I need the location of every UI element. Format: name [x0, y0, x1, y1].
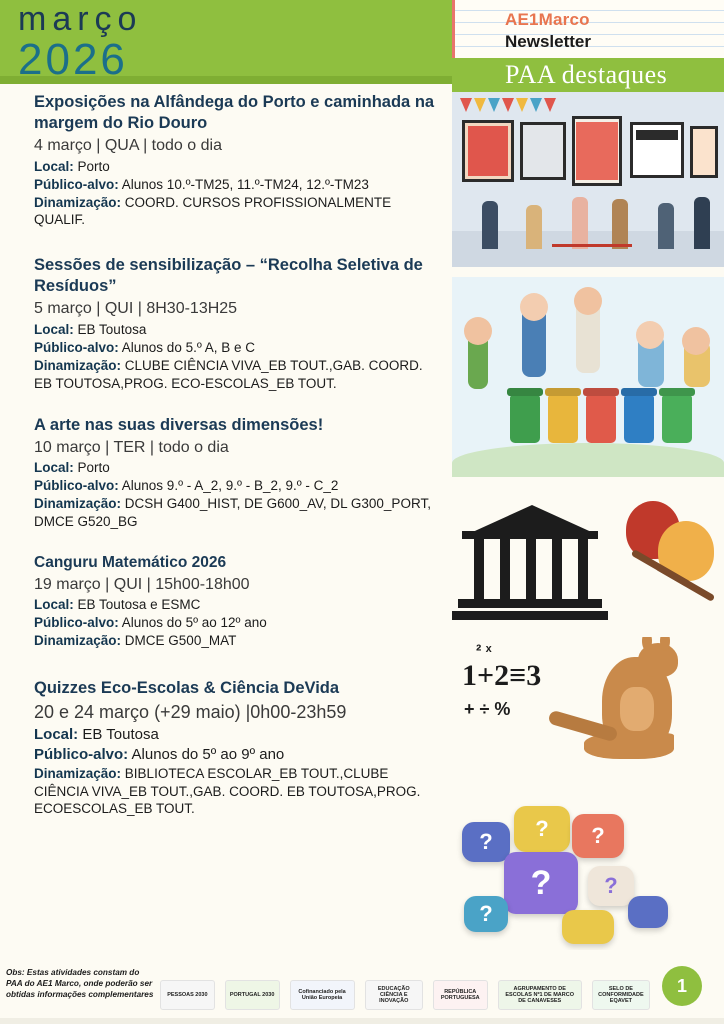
label-local: Local: [34, 726, 79, 744]
event-local-value: Porto [77, 159, 110, 175]
event-publico-value: Alunos do 5º ao 12º ano [121, 615, 267, 631]
event-local-row [34, 158, 442, 176]
event-item [34, 255, 442, 392]
event-item [34, 415, 442, 531]
page-number-badge: 1 [662, 966, 702, 1006]
event-title: Quizzes Eco-Escolas & Ciência DeVida [34, 678, 340, 697]
label-dinamizacao: Dinamização: [34, 496, 122, 512]
event-datetime: 4 março | QUA | todo o dia [34, 137, 222, 155]
logo-eqavet: SELO DE CONFORMIDADE EQAVET [592, 980, 650, 1010]
logo-agrupamento-escolas: AGRUPAMENTO DE ESCOLAS Nº1 DE MARCO DE CANAVESES [498, 980, 582, 1010]
event-dinamizacao-value: DCSH G400_HIST, DE G600_AV, DL G300_PORT, DMCE G520_BG [34, 496, 431, 529]
logo-uniao-europeia: Cofinanciado pela União Europeia [290, 980, 355, 1010]
event-dinamizacao-value: DMCE G500_MAT [124, 632, 237, 648]
event-local-row [34, 321, 442, 339]
label-publico: Público-alvo: [34, 176, 119, 192]
event-publico-value: Alunos 10.º-TM25, 11.º-TM24, 12.º-TM23 [121, 176, 369, 192]
label-publico: Público-alvo: [34, 615, 119, 631]
logo-republica-portuguesa: REPÚBLICA PORTUGUESA [433, 980, 488, 1010]
speech-bubble-icon-5: ? [588, 866, 634, 906]
event-dinamizacao-value: COORD. CURSOS PROFISSIONALMENTE QUALIF. [34, 194, 392, 228]
recycling-illustration [452, 277, 724, 477]
footer-logos [160, 966, 650, 1010]
event-title: A arte nas suas diversas dimensões! [34, 415, 324, 434]
speech-bubble-icon-7 [562, 910, 614, 944]
event-publico-row [34, 339, 442, 357]
bunting-icon [460, 98, 570, 114]
event-publico-row [34, 745, 442, 765]
label-local: Local: [34, 322, 74, 338]
logo-educacao-ciencia-inovacao: EDUCAÇÃO CIÊNCIA E INOVAÇÃO [365, 980, 423, 1010]
event-local-row [34, 596, 442, 614]
event-title: Sessões de sensibilização – “Recolha Seletiva de Resíduos” [34, 256, 423, 296]
event-item [34, 92, 442, 229]
issue-date [18, 2, 338, 82]
event-datetime: 10 março | TER | todo o dia [34, 438, 229, 456]
event-dinamizacao-value: CLUBE CIÊNCIA VIVA_EB TOUT.,GAB. COORD. EB TOUTOSA,PROG. ECO-ESCOLAS_EB TOUT. [34, 357, 423, 391]
event-item [34, 553, 442, 650]
event-local-row [34, 459, 442, 477]
issue-month: março [18, 0, 143, 38]
event-dinamizacao-row [34, 765, 442, 818]
label-local: Local: [34, 460, 74, 476]
event-dinamizacao-row [34, 495, 442, 531]
event-datetime: 19 março | QUI | 15h00-18h00 [34, 575, 250, 593]
label-local: Local: [34, 159, 74, 175]
event-local-value: EB Toutosa [77, 322, 147, 338]
brand-subtitle: Newsletter [505, 32, 591, 51]
event-local-value: EB Toutosa e ESMC [77, 597, 201, 613]
speech-bubble-icon-8 [628, 896, 668, 928]
label-publico: Público-alvo: [34, 746, 129, 764]
event-publico-row [34, 614, 442, 632]
events-list [34, 92, 442, 838]
footer-note: Obs: Estas atividades constam do PAA do AE1 Marco, onde poderão ser obtidas informações complementares [6, 967, 154, 999]
speech-bubble-icon-4: ? [504, 852, 578, 914]
event-local-row [34, 725, 442, 745]
quiz-bubbles-illustration [452, 800, 724, 950]
speech-bubble-icon: ? [462, 822, 510, 862]
event-item [34, 678, 442, 819]
math-symbols: 1+2≡3 [462, 659, 542, 692]
event-local-value: Porto [77, 460, 110, 476]
label-publico: Público-alvo: [34, 478, 119, 494]
issue-year: 2026 [18, 34, 128, 84]
logo-pessoas-2030: PESSOAS 2030 [160, 980, 215, 1010]
event-dinamizacao-row [34, 194, 442, 230]
event-dinamizacao-value: BIBLIOTECA ESCOLAR_EB TOUT.,CLUBE CIÊNCIA VIVA_EB TOUT.,GAB. COORD. EB TOUTOSA,PROG. ECOESCOLAS_EB TOUT. [34, 765, 421, 817]
event-publico-value: Alunos do 5.º A, B e C [121, 340, 256, 356]
footer-strip [0, 1018, 724, 1024]
label-dinamizacao: Dinamização: [34, 632, 122, 648]
event-local-value: EB Toutosa [82, 726, 159, 744]
speech-bubble-icon-6: ? [464, 896, 508, 932]
event-publico-row [34, 176, 442, 194]
speech-bubble-icon-2: ? [514, 806, 570, 852]
event-title: Exposições na Alfândega do Porto e caminhada na margem do Rio Douro [34, 93, 435, 133]
brand-title: AE1Marco [505, 10, 590, 29]
event-publico-value: Alunos do 5º ao 9º ano [131, 746, 285, 764]
event-title: Canguru Matemático 2026 [34, 553, 227, 571]
event-dinamizacao-row [34, 357, 442, 393]
label-dinamizacao: Dinamização: [34, 765, 122, 781]
event-publico-value: Alunos 9.º - A_2, 9.º - B_2, 9.º - C_2 [121, 478, 339, 494]
event-datetime: 20 e 24 março (+29 maio) |0h00-23h59 [34, 701, 347, 722]
paa-label: PAA destaques [505, 60, 668, 89]
label-publico: Público-alvo: [34, 340, 119, 356]
logo-portugal-2030: PORTUGAL 2030 [225, 980, 280, 1010]
speech-bubble-icon-3: ? [572, 814, 624, 858]
event-publico-row [34, 477, 442, 495]
event-datetime: 5 março | QUI | 8H30-13H25 [34, 300, 238, 318]
event-dinamizacao-row [34, 632, 442, 650]
kangaroo-math-illustration: 1+2≡3 ² ˣ + ÷ % [452, 637, 724, 807]
label-local: Local: [34, 597, 74, 613]
label-dinamizacao: Dinamização: [34, 194, 122, 210]
art-gallery-illustration [452, 92, 724, 267]
label-dinamizacao: Dinamização: [34, 357, 122, 373]
museum-and-masks-illustration [452, 487, 724, 637]
